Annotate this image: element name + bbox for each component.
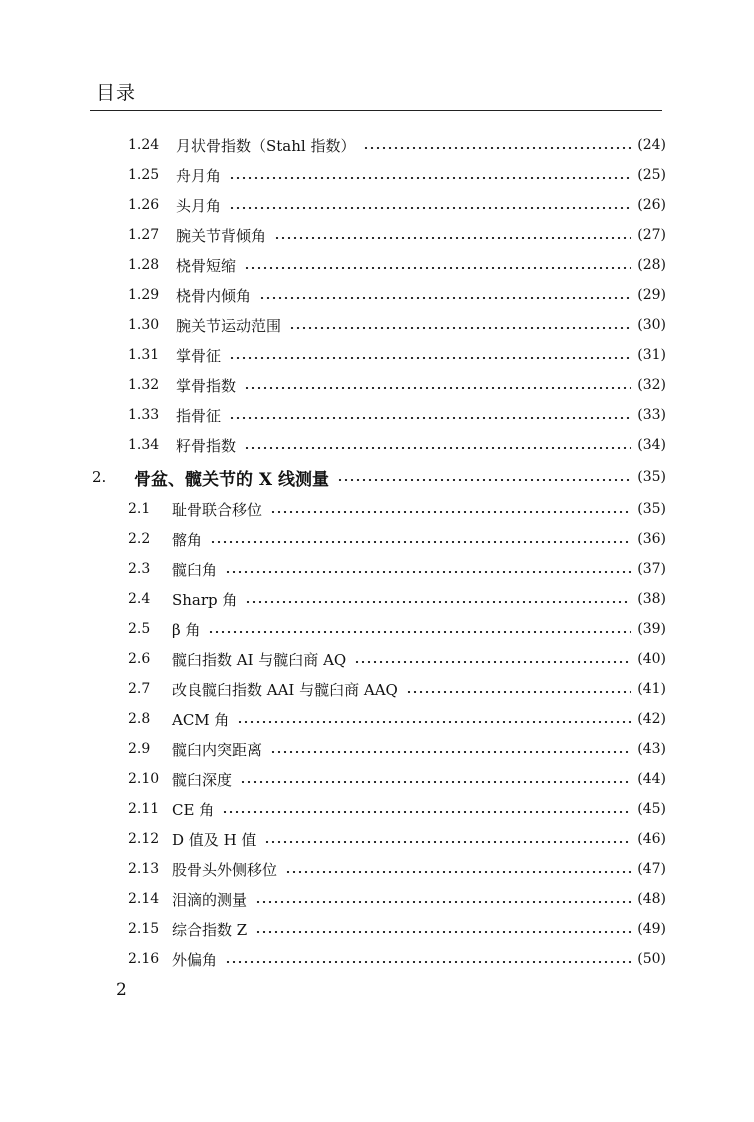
- toc-entry-number: 2.: [92, 468, 107, 486]
- toc-entry[interactable]: [128, 794, 666, 824]
- toc-entry-title: 指骨征: [176, 406, 222, 425]
- dot-leader: [229, 207, 631, 209]
- toc-entry-title: 头月角: [176, 196, 222, 215]
- toc-entry-number: 2.13: [128, 861, 160, 877]
- toc-entry-number: 1.32: [128, 377, 160, 393]
- toc-entry[interactable]: [128, 914, 666, 944]
- toc-entry[interactable]: [128, 280, 666, 310]
- toc-entry-number: 2.7: [128, 681, 151, 697]
- toc-entry[interactable]: [128, 824, 666, 854]
- toc-entry-title: 髋臼深度: [172, 770, 233, 789]
- dot-leader: [270, 511, 631, 513]
- toc-entry-title: Sharp 角: [172, 590, 238, 609]
- toc-entry-page: (29): [637, 287, 666, 303]
- toc-entry-title: 改良髋臼指数 AAI 与髋臼商 AAQ: [172, 680, 398, 699]
- toc-entry-title: β 角: [172, 620, 201, 639]
- toc-entry-title: 髋臼角: [172, 560, 218, 579]
- toc-entry-page: (47): [637, 861, 666, 877]
- page-header-title: 目录: [96, 82, 137, 104]
- dot-leader: [270, 751, 631, 753]
- toc-entry-number: 1.29: [128, 287, 160, 303]
- toc-entry-title: 籽骨指数: [176, 436, 237, 455]
- toc-entry-page: (45): [637, 801, 666, 817]
- toc-entry-title: 月状骨指数（Stahl 指数）: [176, 136, 356, 155]
- toc-entry-title: 综合指数 Z: [172, 920, 248, 939]
- toc-entry[interactable]: [128, 370, 666, 400]
- dot-leader: [208, 631, 631, 633]
- toc-entry-title: 耻骨联合移位: [172, 500, 263, 519]
- dot-leader: [363, 147, 631, 149]
- toc-entry-title: 桡骨内倾角: [176, 286, 252, 305]
- toc-entry-page: (36): [637, 531, 666, 547]
- page-number: 2: [116, 980, 127, 1000]
- toc-entry[interactable]: [128, 220, 666, 250]
- toc-entry-number: 1.27: [128, 227, 160, 243]
- toc-entry-number: 1.28: [128, 257, 160, 273]
- toc-entry-title: ACM 角: [172, 710, 230, 729]
- toc-entry[interactable]: [128, 524, 666, 554]
- toc-entry-title: 外偏角: [172, 950, 218, 969]
- dot-leader: [255, 901, 631, 903]
- toc-entry-page: (49): [637, 921, 666, 937]
- toc-entry-number: 2.11: [128, 801, 160, 817]
- toc-entry[interactable]: [128, 340, 666, 370]
- dot-leader: [289, 327, 631, 329]
- toc-entry-page: (48): [637, 891, 666, 907]
- toc-entry-title: 腕关节背倾角: [176, 226, 267, 245]
- dot-leader: [244, 267, 631, 269]
- dot-leader: [354, 661, 631, 663]
- dot-leader: [229, 177, 631, 179]
- toc-entry-number: 2.12: [128, 831, 160, 847]
- toc-entry-number: 2.10: [128, 771, 160, 787]
- toc-entry-page: (35): [637, 501, 666, 517]
- toc-entry-number: 2.16: [128, 951, 160, 967]
- toc-entry-title: 髋臼指数 AI 与髋臼商 AQ: [172, 650, 347, 669]
- toc-entry-number: 1.24: [128, 137, 160, 153]
- toc-entry[interactable]: [128, 704, 666, 734]
- dot-leader: [285, 871, 631, 873]
- toc-entry-title: 舟月角: [176, 166, 222, 185]
- toc-entry[interactable]: [128, 854, 666, 884]
- toc-entry[interactable]: [128, 130, 666, 160]
- toc-entry-number: 2.2: [128, 531, 151, 547]
- toc-entry-number: 2.14: [128, 891, 160, 907]
- toc-entry-number: 2.5: [128, 621, 151, 637]
- dot-leader: [245, 601, 631, 603]
- toc-entry-page: (37): [637, 561, 666, 577]
- toc-entry-title: 股骨头外侧移位: [172, 860, 278, 879]
- toc-entry-page: (43): [637, 741, 666, 757]
- toc-entry[interactable]: [128, 584, 666, 614]
- toc-entry-page: (35): [637, 469, 666, 485]
- toc-entry-number: 1.30: [128, 317, 160, 333]
- toc-entry[interactable]: [128, 884, 666, 914]
- toc-entry-number: 2.3: [128, 561, 151, 577]
- dot-leader: [406, 691, 631, 693]
- toc-entry-page: (24): [637, 137, 666, 153]
- toc-entry-number: 2.1: [128, 501, 151, 517]
- toc-entry-number: 2.8: [128, 711, 151, 727]
- toc-entry-page: (39): [637, 621, 666, 637]
- toc-entry[interactable]: [128, 310, 666, 340]
- toc-entry-number: 1.33: [128, 407, 160, 423]
- dot-leader: [229, 417, 631, 419]
- toc-entry[interactable]: [128, 944, 666, 974]
- dot-leader: [225, 571, 631, 573]
- toc-entry[interactable]: [128, 614, 666, 644]
- toc-entry-title: CE 角: [172, 800, 215, 819]
- dot-leader: [244, 387, 631, 389]
- toc-entry-number: 1.26: [128, 197, 160, 213]
- toc-entry-title: 桡骨短缩: [176, 256, 237, 275]
- toc-entry-number: 1.34: [128, 437, 160, 453]
- toc-entry[interactable]: [128, 764, 666, 794]
- dot-leader: [210, 541, 631, 543]
- toc-entry-title: 泪滴的测量: [172, 890, 248, 909]
- toc-entry-page: (26): [637, 197, 666, 213]
- toc-entry[interactable]: [128, 400, 666, 430]
- toc-entry-page: (28): [637, 257, 666, 273]
- dot-leader: [244, 447, 631, 449]
- toc-entry-page: (27): [637, 227, 666, 243]
- toc-entry[interactable]: [128, 190, 666, 220]
- toc-entry-title: 髂角: [172, 530, 203, 549]
- toc-entry-page: (34): [637, 437, 666, 453]
- toc-entry-title: D 值及 H 值: [172, 830, 257, 849]
- toc-entry-page: (40): [637, 651, 666, 667]
- toc-entry-page: (31): [637, 347, 666, 363]
- toc-entry-number: 2.4: [128, 591, 151, 607]
- toc-entry-number: 2.9: [128, 741, 151, 757]
- dot-leader: [222, 811, 631, 813]
- toc-entry-page: (25): [637, 167, 666, 183]
- toc-entry[interactable]: [128, 494, 666, 524]
- toc-entry[interactable]: [128, 250, 666, 280]
- header-rule: [90, 110, 662, 111]
- toc-entry-number: 2.15: [128, 921, 160, 937]
- dot-leader: [229, 357, 631, 359]
- toc-entry-page: (42): [637, 711, 666, 727]
- toc-entry-number: 1.25: [128, 167, 160, 183]
- toc-entry-page: (32): [637, 377, 666, 393]
- dot-leader: [274, 237, 631, 239]
- toc-entry[interactable]: [128, 554, 666, 584]
- dot-leader: [264, 841, 631, 843]
- toc-entry-title: 髋臼内突距离: [172, 740, 263, 759]
- toc-entry-page: (38): [637, 591, 666, 607]
- toc-entry-page: (33): [637, 407, 666, 423]
- toc-entry-page: (46): [637, 831, 666, 847]
- toc-entry[interactable]: [128, 734, 666, 764]
- toc-entry[interactable]: [128, 674, 666, 704]
- dot-leader: [225, 961, 631, 963]
- toc-entry-title: 腕关节运动范围: [176, 316, 282, 335]
- toc-entry-number: 2.6: [128, 651, 151, 667]
- toc-entry-page: (50): [637, 951, 666, 967]
- dot-leader: [237, 721, 631, 723]
- dot-leader: [255, 931, 631, 933]
- toc-entry-title: 骨盆、髋关节的 X 线测量: [134, 469, 330, 490]
- dot-leader: [240, 781, 631, 783]
- toc-entry-page: (44): [637, 771, 666, 787]
- toc-entry-title: 掌骨征: [176, 346, 222, 365]
- toc-entry-number: 1.31: [128, 347, 160, 363]
- toc-chapter-entry[interactable]: [92, 462, 666, 492]
- toc-entry[interactable]: [128, 430, 666, 460]
- toc-entry-page: (41): [637, 681, 666, 697]
- toc-entry[interactable]: [128, 160, 666, 190]
- dot-leader: [259, 297, 631, 299]
- toc-entry[interactable]: [128, 644, 666, 674]
- toc-entry-page: (30): [637, 317, 666, 333]
- dot-leader: [337, 479, 631, 481]
- toc-entry-title: 掌骨指数: [176, 376, 237, 395]
